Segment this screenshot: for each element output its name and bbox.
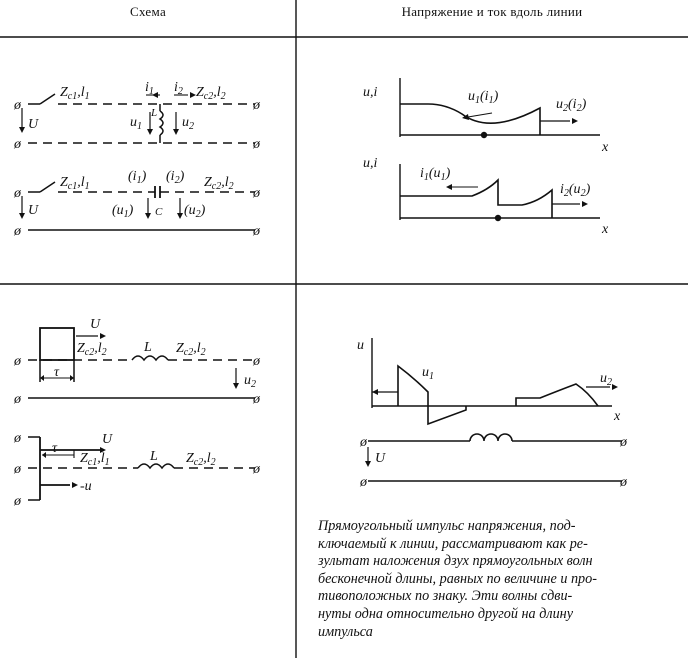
wave-current	[400, 180, 552, 218]
inductor-coil	[132, 356, 168, 360]
circuit-inductance-labels	[13, 80, 261, 152]
inductor-coil	[138, 464, 174, 468]
label-u2: $u_2$	[244, 373, 256, 390]
terminal-left-top: ø	[14, 186, 21, 201]
label-u2: $(u_2)$	[184, 203, 206, 220]
terminal-left-top: ø	[360, 435, 367, 450]
axis-x-label: x	[614, 409, 621, 424]
column-header-voltage-current: Напряжение и ток вдоль линии	[401, 4, 583, 19]
terminal-left-2: ø	[14, 462, 21, 477]
wave-label-positive: U	[102, 432, 113, 447]
switch	[40, 182, 55, 192]
terminal-right-top: ø	[620, 435, 627, 450]
circuit-capacitance-labels	[13, 169, 261, 239]
source-label: U	[28, 117, 39, 132]
axis-x-label: x	[602, 222, 609, 237]
terminal-left-1: ø	[14, 431, 21, 446]
source-label: U	[375, 451, 386, 466]
circuit-superposition	[28, 437, 255, 500]
terminal-left-top: ø	[14, 98, 21, 113]
wave-label-u1: $u_1$	[422, 365, 434, 382]
wave-label-i1: $i_1(u_1)$	[420, 166, 451, 183]
column-header-scheme: Схема	[129, 4, 167, 19]
terminal-left-bottom: ø	[14, 392, 21, 407]
circuit-pulse	[28, 328, 255, 398]
pulse-label: U	[90, 317, 101, 332]
wave-label-negative: -u	[80, 479, 92, 494]
terminal-left-bottom: ø	[14, 224, 21, 239]
label-zc1-l1: $Z_{c1},l_1$	[60, 175, 90, 192]
plot3-labels	[357, 338, 628, 490]
label-zc2-l2: $Z_{c2},l_2$	[204, 175, 234, 192]
label-zc2-l2-right: $Z_{c2},l_2$	[176, 341, 206, 358]
pulse-rectangle	[40, 328, 74, 360]
terminal-right-top: ø	[253, 354, 260, 369]
switch	[40, 94, 55, 104]
caption-line: Прямоугольный импульс напряжения, под-	[318, 518, 576, 534]
terminal-right-top: ø	[253, 186, 260, 201]
terminal-right: ø	[253, 462, 260, 477]
wave-label-u1: $u_1(i_1)$	[468, 89, 499, 106]
wave-transmitted	[516, 384, 598, 406]
wave-label-u2: $u_2(i_2)$	[556, 97, 587, 114]
label-zc2-l2: $Z_{c2},l_2$	[77, 341, 107, 358]
terminal-right-top: ø	[253, 98, 260, 113]
axis-y-label: u,i	[363, 156, 378, 171]
caption-line: импульса	[318, 623, 373, 640]
label-inductance: L	[151, 107, 158, 119]
caption-line: бесконечной длины, равных по величине и про-	[318, 570, 597, 587]
label-i2: $(i_2)$	[166, 169, 185, 186]
circuit-pulse-labels	[13, 317, 261, 407]
label-i1: $(i_1)$	[128, 169, 147, 186]
axis-y-label: u,i	[363, 85, 378, 100]
wave-label-i2: $i_2(u_2)$	[560, 182, 591, 199]
terminal-left-3: ø	[14, 494, 21, 509]
label-u1: $u_1$	[130, 115, 142, 132]
junction-dot	[481, 132, 487, 138]
plot-pulse-waves	[368, 338, 622, 481]
axis-y-label: u	[357, 338, 364, 353]
axis-x-label: x	[602, 140, 609, 155]
label-zc2-l2: $Z_{c2},l_2$	[196, 85, 226, 102]
terminal-right-bottom: ø	[620, 475, 627, 490]
terminal-right-bottom: ø	[253, 224, 260, 239]
caption-line: нуты одна относительно другой на длину	[318, 605, 573, 622]
source-label: U	[28, 203, 39, 218]
label-zc1-l1: $Z_{c1},l_1$	[60, 85, 90, 102]
caption-line: зультат наложения дзух прямоугольных волн	[318, 553, 593, 570]
junction-dot	[495, 215, 501, 221]
wave-label-u2: $u_2$	[600, 371, 612, 388]
terminal-left-bottom: ø	[14, 137, 21, 152]
terminal-right-bottom: ø	[253, 137, 260, 152]
inductor-coil	[470, 434, 512, 441]
label-zc1-l1: $Z_{c1},l_1$	[80, 451, 110, 468]
label-i2: $i_2$	[174, 80, 183, 97]
pulse-width-tau: τ	[52, 441, 58, 456]
pulse-width-tau: τ	[54, 365, 60, 380]
label-i1: $i_1$	[145, 80, 154, 97]
label-u1: $(u_1)$	[112, 203, 134, 220]
terminal-right-bottom: ø	[253, 392, 260, 407]
caption-line: ключаемый к линии, рассматривают как ре-	[318, 535, 588, 552]
arrow-source	[19, 127, 25, 133]
terminal-left-bottom: ø	[360, 475, 367, 490]
inductor-coil	[160, 111, 163, 135]
wave-reflected-u1	[400, 104, 540, 135]
caption-text	[318, 518, 680, 641]
label-u2: $u_2$	[182, 115, 194, 132]
label-zc2-l2: $Z_{c2},l_2$	[186, 451, 216, 468]
label-inductance: L	[144, 340, 152, 355]
terminal-left-top: ø	[14, 354, 21, 369]
label-capacitance: C	[155, 206, 163, 218]
label-inductance: L	[150, 449, 158, 464]
caption-line: тивоположных по знаку. Эти волны сдви-	[318, 588, 573, 605]
circuit-superposition-labels	[13, 431, 261, 509]
